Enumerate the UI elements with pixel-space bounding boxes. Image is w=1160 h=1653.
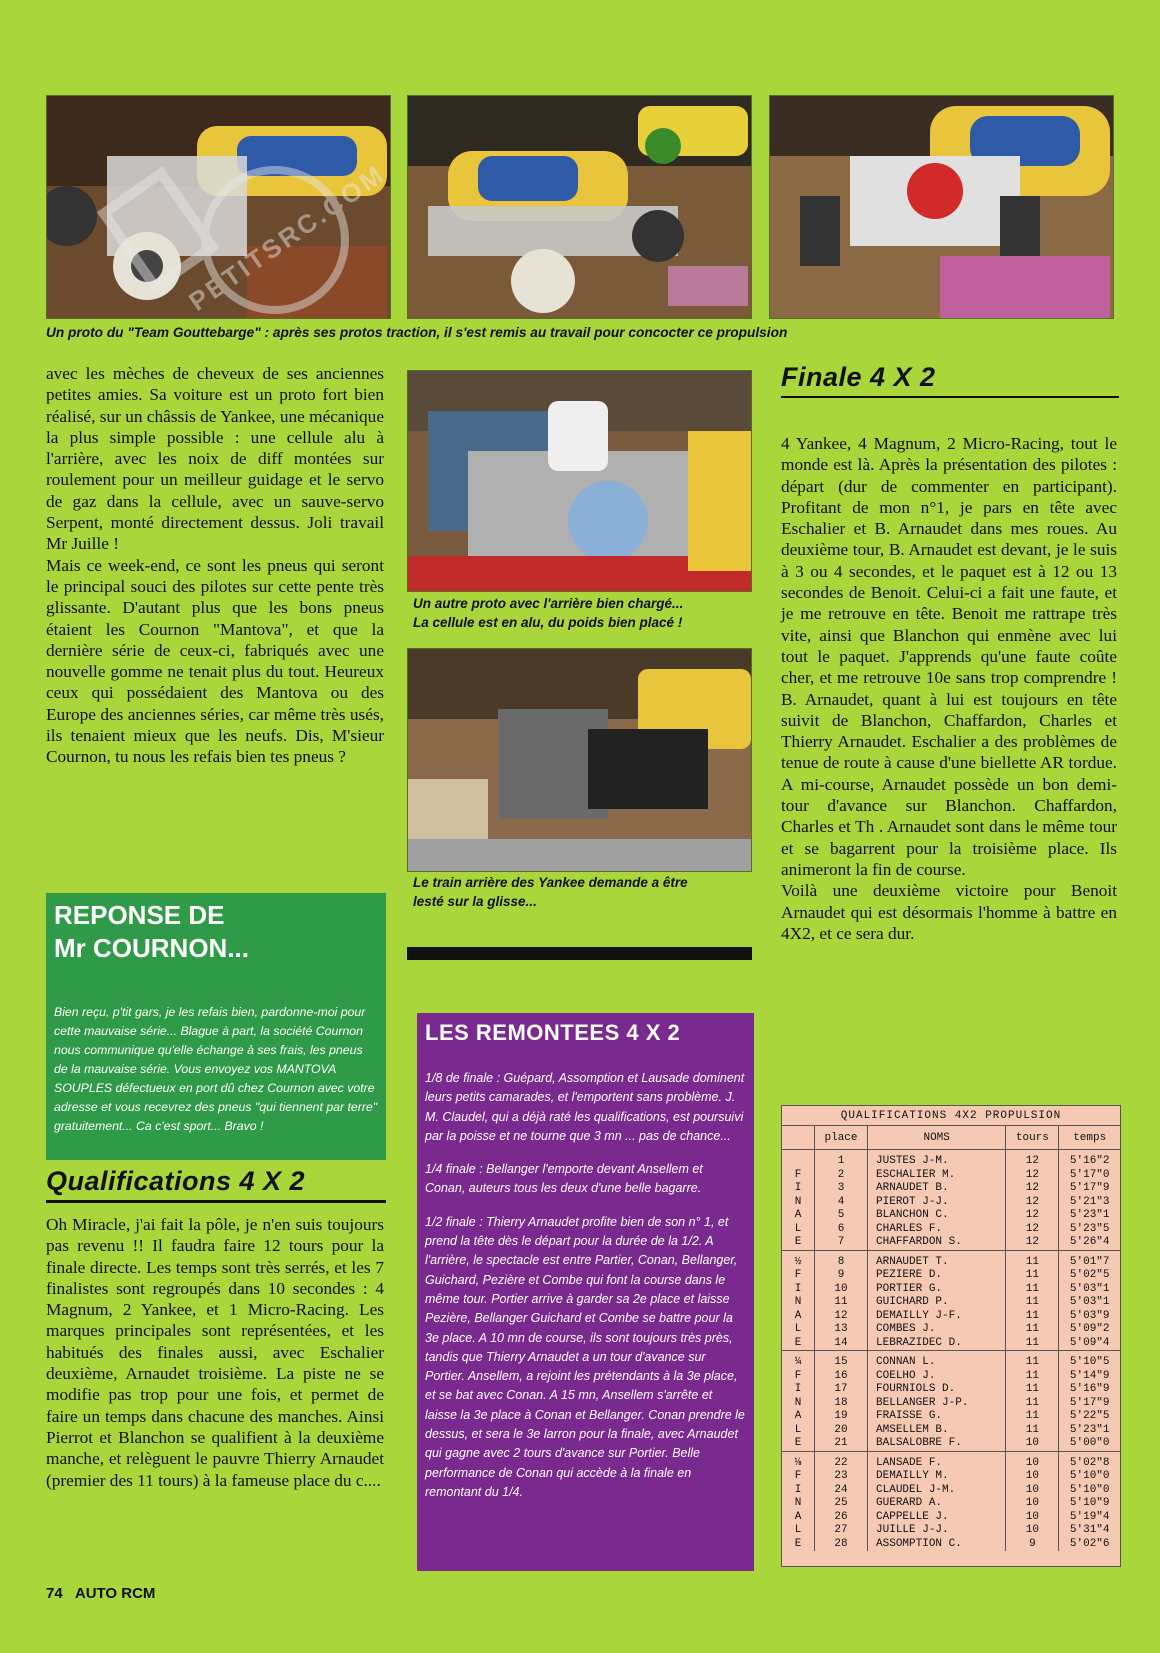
- table-row: [782, 1370, 1120, 1384]
- chassis-caption-line2: La cellule est en alu, du poids bien placé !: [413, 615, 683, 630]
- table-row: [782, 1424, 1120, 1438]
- row-name: ESCHALIER M.: [868, 1169, 1006, 1183]
- row-name: AMSELLEM B.: [868, 1424, 1006, 1438]
- photo-proto-right: [769, 95, 1114, 319]
- row-tours: 11: [1006, 1250, 1059, 1269]
- qualifications-text: Oh Miracle, j'ai fait la pôle, je n'en suis toujours pas revenu !! Il faudra faire 12 tours pour la finale directe. Les temps sont très serrés, et les 7 finalistes sont regroupés dans 10 secondes : 4 Magnum, 2 Yankee, et 1 Micro-Racing. Les marques principales sont représentées, et les habitués des finales aussi, avec Eschalier deuxième, Arnaudet troisième. La piste ne se modifie pas trop pour une fois, et permet de faire un temps dans chacune des manches. Ainsi Pierrot et Blanchon se qualifient à la deuxième manche, et relèguent le pauvre Thierry Arnaudet (premier des 11 tours) à la fameuse place du c....: [46, 1215, 384, 1490]
- row-name: ARNAUDET T.: [868, 1250, 1006, 1269]
- table-row: [782, 1182, 1120, 1196]
- finale-rule: [781, 396, 1119, 398]
- row-place: 11: [834, 1296, 848, 1308]
- row-place: 1: [837, 1155, 845, 1167]
- row-tours: 12: [1006, 1209, 1059, 1223]
- row-place: 23: [834, 1470, 848, 1482]
- table-row: [782, 1196, 1120, 1210]
- row-side-letter: N: [782, 1296, 815, 1310]
- row-name: CHARLES F.: [868, 1223, 1006, 1237]
- table-row: [782, 1511, 1120, 1525]
- remontees-paragraph-3: 1/2 finale : Thierry Arnaudet profite bien de son n° 1, et prend la tête dès le départ pour la durée de la 1/2. A l'arrière, le spectacle est entre Partier, Conan, Bellanger, Guichard, Pezière et Combe qui font la course dans le même tour. Portier arrive à garder sa 2e place et laisse Pezière, Bellanger Guichard et Combe se battre pour la 3e place. A 10 mn de course, ils sont toujours très près, tandis que Thierry Arnaudet a un tour d'avance sur Portier. Ansellem, a rejoint les prétendants à la 3e place, et se bat avec Conan. A 15 mn, Ansellem s'arrête et laisse la 3e place à Conan et Bellanger. Conan prendre le dessus, et sera le 3e larron pour la finale, avec Arnaudet qui gagne avec 2 tours d'avance sur Portier. Belle performance de Conan qui accède à la finale en remontant du 1/4.: [425, 1214, 745, 1499]
- row-name: BALSALOBRE F.: [868, 1437, 1006, 1451]
- row-place: 4: [837, 1195, 845, 1208]
- results-table: [782, 1126, 1120, 1551]
- row-tours: 12: [1006, 1150, 1059, 1169]
- rear-train-caption-line2: lesté sur la glisse...: [413, 894, 537, 909]
- row-time: 5'00"0: [1059, 1437, 1120, 1451]
- row-place: 19: [834, 1410, 848, 1422]
- row-tours: 9: [1006, 1538, 1059, 1552]
- row-tours: 11: [1006, 1370, 1059, 1384]
- row-place: 28: [834, 1537, 848, 1550]
- row-name: GUERARD A.: [868, 1497, 1006, 1511]
- qualifications-rule: [46, 1200, 386, 1203]
- row-tours: 11: [1006, 1283, 1059, 1297]
- row-name: CAPPELLE J.: [868, 1511, 1006, 1525]
- left-paragraph-1: avec les mèches de cheveux de ses anciennes petites amies. Sa voiture est un proto fort bien réalisé, sur un châssis de Yankee, une mécanique la plus simple possible : une cellule alu à l'arrière, avec les noix de diff montées sur roulement pour un meilleur guidage et le servo de gaz dans la cellule, avec un sauve-servo Serpent, monté directement dessus. Joli travail Mr Juille !: [46, 364, 384, 554]
- row-name: BELLANGER J-P.: [868, 1397, 1006, 1411]
- left-paragraph-2: Mais ce week-end, ce sont les pneus qui seront le principal souci des pilotes sur cette pente très glissante. D'autant plus que les bons pneus étaient les Cournon "Mantova", et que la dernière série de ceux-ci, fabriqués avec une nouvelle gomme ne tenait plus du tout. Heureux ceux qui possédaient des Mantova ou des Europe des anciennes séries, car même très usés, ils tenaient mieux que les neufs. Dis, M'sieur Cournon, tu nous les refais bien tes pneus ?: [46, 555, 384, 767]
- row-side-letter: L: [782, 1524, 815, 1538]
- row-tours: 11: [1006, 1410, 1059, 1424]
- row-name: JUSTES J-M.: [868, 1150, 1006, 1169]
- row-name: DEMAILLY J-F.: [868, 1310, 1006, 1324]
- row-name: PIEROT J-J.: [868, 1196, 1006, 1210]
- row-side-letter: A: [782, 1511, 815, 1525]
- row-time: 5'22"5: [1059, 1410, 1120, 1424]
- row-time: 5'02"8: [1059, 1451, 1120, 1470]
- qualifications-table: [781, 1105, 1121, 1567]
- row-name: PEZIERE D.: [868, 1269, 1006, 1283]
- reponse-text: Bien reçu, p'tit gars, je les refais bien, pardonne-moi pour cette mauvaise série... Blague à part, la société Cournon nous communique qu'elle échange à ses frais, les pneus de la mauvaise série. Vous envoyez vos MANTOVA SOUPLES défectueux en port dû chez Cournon avec votre adresse et vous recevrez des pneus "qui tiennent par terre" gratuitement... Ca c'est sport... Bravo !: [54, 1005, 378, 1133]
- row-tours: 10: [1006, 1437, 1059, 1451]
- table-row: [782, 1310, 1120, 1324]
- qualifications-heading: Qualifications 4 X 2: [46, 1166, 306, 1196]
- row-tours: 11: [1006, 1323, 1059, 1337]
- row-time: 5'10"0: [1059, 1484, 1120, 1498]
- row-place: 16: [834, 1369, 848, 1382]
- reponse-title-line1: REPONSE DE: [54, 900, 225, 930]
- row-time: 5'23"1: [1059, 1209, 1120, 1223]
- table-row: [782, 1236, 1120, 1250]
- table-body: [782, 1150, 1120, 1552]
- row-side-letter: N: [782, 1196, 815, 1210]
- row-side-letter: E: [782, 1236, 815, 1250]
- row-side-letter: I: [782, 1383, 815, 1397]
- row-tours: 12: [1006, 1169, 1059, 1183]
- row-name: BLANCHON C.: [868, 1209, 1006, 1223]
- row-side-letter: A: [782, 1209, 815, 1223]
- row-name: DEMAILLY M.: [868, 1470, 1006, 1484]
- row-place: 10: [834, 1282, 848, 1295]
- table-row: [782, 1250, 1120, 1269]
- row-name: FRAISSE G.: [868, 1410, 1006, 1424]
- row-time: 5'10"9: [1059, 1497, 1120, 1511]
- row-tours: 12: [1006, 1182, 1059, 1196]
- row-time: 5'03"9: [1059, 1310, 1120, 1324]
- table-title: QUALIFICATIONS 4X2 PROPULSION: [782, 1106, 1120, 1126]
- row-name: LANSADE F.: [868, 1451, 1006, 1470]
- row-side-letter: L: [782, 1223, 815, 1237]
- row-tours: 11: [1006, 1337, 1059, 1351]
- row-side-letter: ½: [782, 1250, 815, 1269]
- row-side-letter: E: [782, 1538, 815, 1552]
- row-tours: 12: [1006, 1196, 1059, 1210]
- row-side-letter: I: [782, 1484, 815, 1498]
- row-tours: 12: [1006, 1236, 1059, 1250]
- row-place: 13: [834, 1323, 848, 1335]
- row-place: 8: [815, 1250, 868, 1269]
- row-name: PORTIER G.: [868, 1283, 1006, 1297]
- chassis-caption: [413, 594, 753, 632]
- finale-text: [781, 433, 1117, 944]
- table-row: [782, 1209, 1120, 1223]
- row-place: 3: [837, 1182, 845, 1194]
- finale-heading: Finale 4 X 2: [781, 362, 936, 392]
- row-place: 27: [834, 1524, 848, 1536]
- row-time: 5'10"0: [1059, 1470, 1120, 1484]
- table-row: [782, 1150, 1120, 1169]
- header-side: [782, 1126, 815, 1150]
- row-tours: 10: [1006, 1484, 1059, 1498]
- table-row: [782, 1337, 1120, 1351]
- page-number: 74: [46, 1585, 63, 1602]
- finale-paragraph-2: Voilà une deuxième victoire pour Benoit Arnaudet qui est désormais l'homme à battre en 4X2, et ce sera dur.: [781, 881, 1117, 943]
- row-tours: 10: [1006, 1451, 1059, 1470]
- row-tours: 12: [1006, 1223, 1059, 1237]
- row-tours: 11: [1006, 1269, 1059, 1283]
- rear-train-caption-line1: Le train arrière des Yankee demande a être: [413, 875, 688, 890]
- row-place: 25: [834, 1497, 848, 1509]
- table-row: [782, 1383, 1120, 1397]
- table-row: [782, 1524, 1120, 1538]
- row-name: JUILLE J-J.: [868, 1524, 1006, 1538]
- remontees-box: [417, 1013, 754, 1571]
- row-place: 12: [834, 1309, 848, 1322]
- row-side-letter: F: [782, 1169, 815, 1183]
- row-time: 5'14"9: [1059, 1370, 1120, 1384]
- row-tours: 10: [1006, 1511, 1059, 1525]
- row-side-letter: I: [782, 1182, 815, 1196]
- left-column-text: [46, 363, 384, 768]
- remontees-paragraph-1: 1/8 de finale : Guépard, Assomption et Lausade dominent leurs petits camarades, et l'emportent sans problème. J. M. Claudel, qui a déjà raté les qualifications, est poursuivi par la poisse et ne tourne que 3 mn ... pas de chance...: [425, 1071, 745, 1143]
- row-side-letter: A: [782, 1410, 815, 1424]
- row-side-letter: F: [782, 1470, 815, 1484]
- row-side-letter: F: [782, 1269, 815, 1283]
- row-name: FOURNIOLS D.: [868, 1383, 1006, 1397]
- row-side-letter: E: [782, 1437, 815, 1451]
- top-photos-caption: Un proto du "Team Gouttebarge" : après ses protos traction, il s'est remis au travail pour concocter ce propulsion: [46, 325, 788, 340]
- row-time: 5'23"5: [1059, 1223, 1120, 1237]
- row-side-letter: [782, 1150, 815, 1169]
- header-tours: tours: [1006, 1126, 1059, 1150]
- row-name: COELHO J.: [868, 1370, 1006, 1384]
- table-row: [782, 1484, 1120, 1498]
- row-time: 5'16"9: [1059, 1383, 1120, 1397]
- row-name: COMBES J.: [868, 1323, 1006, 1337]
- row-time: 5'26"4: [1059, 1236, 1120, 1250]
- remontees-title: LES REMONTEES 4 X 2: [425, 1020, 681, 1045]
- row-tours: 10: [1006, 1497, 1059, 1511]
- header-place: place: [824, 1132, 858, 1144]
- row-time: 5'17"9: [1059, 1397, 1120, 1411]
- row-time: 5'09"4: [1059, 1337, 1120, 1351]
- row-time: 5'23"1: [1059, 1424, 1120, 1438]
- table-row: [782, 1169, 1120, 1183]
- table-row: [782, 1538, 1120, 1552]
- row-tours: 11: [1006, 1383, 1059, 1397]
- table-row: [782, 1323, 1120, 1337]
- row-name: GUICHARD P.: [868, 1296, 1006, 1310]
- row-side-letter: L: [782, 1424, 815, 1438]
- row-tours: 11: [1006, 1310, 1059, 1324]
- row-time: 5'21"3: [1059, 1196, 1120, 1210]
- row-place: 7: [837, 1236, 845, 1248]
- row-place: 5: [837, 1209, 845, 1221]
- row-name: CONNAN L.: [868, 1351, 1006, 1370]
- table-row: [782, 1296, 1120, 1310]
- row-place: 26: [834, 1510, 848, 1523]
- row-time: 5'01"7: [1059, 1250, 1120, 1269]
- row-side-letter: N: [782, 1497, 815, 1511]
- table-row: [782, 1283, 1120, 1297]
- row-side-letter: A: [782, 1310, 815, 1324]
- row-tours: 10: [1006, 1470, 1059, 1484]
- row-place: 20: [834, 1423, 848, 1436]
- row-name: LEBRAZIDEC D.: [868, 1337, 1006, 1351]
- remontees-paragraph-2: 1/4 finale : Bellanger l'emporte devant Ansellem et Conan, auteurs tous les deux d'une belle bagarre.: [425, 1162, 703, 1196]
- reponse-title-line2: Mr COURNON...: [54, 933, 249, 963]
- row-name: ASSOMPTION C.: [868, 1538, 1006, 1552]
- row-name: CLAUDEL J-M.: [868, 1484, 1006, 1498]
- row-time: 5'02"5: [1059, 1269, 1120, 1283]
- row-side-letter: L: [782, 1323, 815, 1337]
- page-footer: [46, 1585, 155, 1602]
- row-tours: 11: [1006, 1397, 1059, 1411]
- reponse-box: [46, 893, 386, 1160]
- row-tours: 10: [1006, 1524, 1059, 1538]
- row-side-letter: ⅛: [782, 1451, 815, 1470]
- table-row: [782, 1470, 1120, 1484]
- table-row: [782, 1397, 1120, 1411]
- row-time: 5'02"6: [1059, 1538, 1120, 1552]
- row-place: 21: [834, 1437, 848, 1449]
- table-row: [782, 1437, 1120, 1451]
- row-side-letter: ¼: [782, 1351, 815, 1370]
- row-name: ARNAUDET B.: [868, 1182, 1006, 1196]
- row-time: 5'17"9: [1059, 1182, 1120, 1196]
- row-place: 9: [837, 1269, 845, 1281]
- photo-rear-train: [407, 648, 752, 872]
- row-side-letter: I: [782, 1283, 815, 1297]
- row-time: 5'17"0: [1059, 1169, 1120, 1183]
- row-side-letter: N: [782, 1397, 815, 1411]
- row-time: 5'03"1: [1059, 1296, 1120, 1310]
- row-time: 5'16"2: [1059, 1150, 1120, 1169]
- chassis-caption-line1: Un autre proto avec l'arrière bien chargé...: [413, 596, 684, 611]
- row-place: 18: [834, 1396, 848, 1409]
- header-temps: temps: [1059, 1126, 1120, 1150]
- row-time: 5'31"4: [1059, 1524, 1120, 1538]
- row-side-letter: E: [782, 1337, 815, 1351]
- row-place: 24: [834, 1483, 848, 1496]
- finale-paragraph-1: 4 Yankee, 4 Magnum, 2 Micro-Racing, tout le monde est là. Après la présentation des pilotes : départ (dur de commenter en participant). Profitant de mon n°1, je pars en tête avec Eschalier et B. Arnaudet dans mes roues. Au deuxième tour, B. Arnaudet est devant, je le suis à 3 ou 4 secondes, et le paquet est à 12 ou 13 secondes de Benoit. Celui-ci a fait une faute, et je me retrouve en tête. Benoit me rattrape très vite, ainsi que Blanchon qui enmène avec lui tout le paquet. J'apprends qu'une faute coûte cher, et me retrouve 10e sans trop comprendre ! B. Arnaudet, quant à lui est toujours en tête suivit de Blanchon, Chaffardon, Charles et Thierry Arnaudet. Eschalier a des problèmes de tenue de route à cause d'une biellette AR tordue. A mi-course, Arnaudet possède un bon demi-tour d'avance sur Blanchon. Chaffardon, Charles et Th . Arnaudet sont dans le même tour et se bagarrent pour la troisième place. Ils animeront la fin de course.: [781, 434, 1117, 879]
- table-row: [782, 1497, 1120, 1511]
- row-place: 15: [815, 1351, 868, 1370]
- row-place: 17: [834, 1383, 848, 1395]
- middle-divider: [407, 947, 752, 960]
- row-time: 5'19"4: [1059, 1511, 1120, 1525]
- row-side-letter: F: [782, 1370, 815, 1384]
- row-place: 14: [834, 1336, 848, 1349]
- row-place: 2: [837, 1168, 845, 1181]
- magazine-name: AUTO RCM: [74, 1585, 156, 1602]
- header-names: NOMS: [868, 1126, 1006, 1150]
- row-place: 22: [815, 1451, 868, 1470]
- row-time: 5'09"2: [1059, 1323, 1120, 1337]
- row-time: 5'03"1: [1059, 1283, 1120, 1297]
- row-name: CHAFFARDON S.: [868, 1236, 1006, 1250]
- row-tours: 11: [1006, 1351, 1059, 1370]
- table-row: [782, 1351, 1120, 1370]
- row-tours: 11: [1006, 1424, 1059, 1438]
- table-row: [782, 1223, 1120, 1237]
- table-row: [782, 1451, 1120, 1470]
- row-tours: 11: [1006, 1296, 1059, 1310]
- table-row: [782, 1269, 1120, 1283]
- row-place: 6: [837, 1222, 845, 1235]
- row-time: 5'10"5: [1059, 1351, 1120, 1370]
- rear-train-caption: [413, 873, 753, 911]
- photo-proto-chassis: [407, 370, 752, 592]
- table-row: [782, 1410, 1120, 1424]
- watermark-text: PETITSRC.COM: [183, 158, 391, 317]
